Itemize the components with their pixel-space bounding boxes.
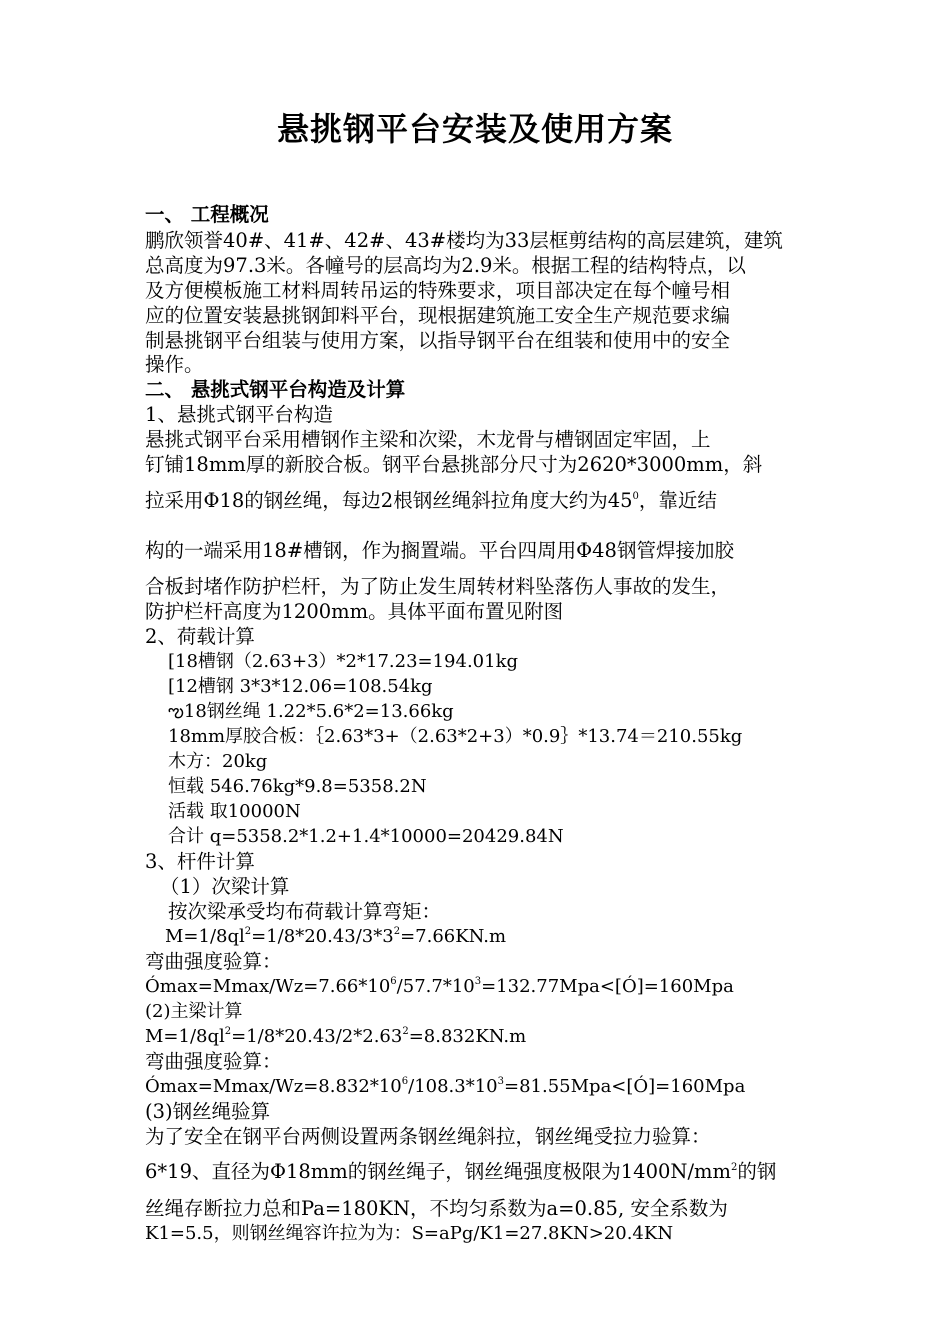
text-run: ，靠近结 — [638, 489, 717, 512]
superscript: 3 — [474, 976, 482, 987]
formula-line — [145, 1074, 745, 1099]
paragraph-line: 应的位置安装悬挑钢卸料平台，现根据建筑施工安全生产规范要求编 — [145, 304, 731, 327]
superscript: 6 — [390, 976, 397, 987]
superscript: 2 — [224, 1026, 232, 1037]
subsection-heading: 2、荷载计算 — [145, 625, 255, 648]
superscript: 2 — [393, 926, 401, 937]
formula-line — [145, 974, 734, 999]
paragraph-line: 合板封堵作防护栏杆，为了防止发生周转材料坠落伤人事故的发生， — [145, 575, 731, 598]
paragraph-line — [145, 1159, 776, 1184]
paragraph-line: 制悬挑钢平台组装与使用方案，以指导钢平台在组装和使用中的安全 — [145, 329, 731, 352]
load-item: ఌ18钢丝绳 1.22*5.6*2=13.66kg — [168, 701, 454, 722]
paragraph-line — [145, 488, 717, 513]
text-run: =81.55Mpa<[Ó]=160Mpa — [504, 1076, 746, 1097]
superscript: 3 — [497, 1076, 504, 1087]
superscript: 2 — [731, 1162, 738, 1173]
load-item: [18槽钢（2.63+3）*2*17.23=194.01kg — [168, 651, 519, 672]
formula-line — [165, 924, 506, 949]
load-item: [12槽钢 3*3*12.06=108.54kg — [168, 676, 433, 697]
text-run: =1/8*20.43/3*3 — [251, 926, 394, 947]
text-run: 的钢 — [737, 1160, 777, 1183]
load-item: 活载 取10000N — [168, 801, 301, 822]
paragraph-line: 悬挑式钢平台采用槽钢作主梁和次梁，木龙骨与槽钢固定牢固，上 — [145, 428, 711, 451]
text-run: M=1/8ql — [165, 926, 245, 947]
text-run: =7.66KN.m — [400, 926, 507, 947]
formula-line — [145, 1024, 526, 1049]
paragraph-line: 为了安全在钢平台两侧设置两条钢丝绳斜拉，钢丝绳受拉力验算： — [145, 1125, 711, 1148]
paragraph-line: 构的一端采用18#槽钢，作为搁置端。平台四周用Φ48钢管焊接加胶 — [145, 539, 734, 562]
calc-line: 弯曲强度验算： — [145, 1050, 282, 1073]
superscript: 2 — [402, 1026, 409, 1037]
text-run: =132.77Mpa<[Ó]=160Mpa — [481, 976, 734, 997]
paragraph-line: 鹏欣领誉40#、41#、42#、43#楼均为33层框剪结构的高层建筑，建筑 — [145, 229, 783, 252]
paragraph-line: 钉铺18mm厚的新胶合板。钢平台悬挑部分尺寸为2620*3000mm，斜 — [145, 453, 763, 476]
text-run: /108.3*10 — [408, 1076, 498, 1097]
text-run: M=1/8ql — [145, 1026, 225, 1047]
calc-heading: (3)钢丝绳验算 — [145, 1100, 271, 1123]
load-item: 合计 q=5358.2*1.2+1.4*10000=20429.84N — [168, 826, 564, 847]
text-run: 6*19、直径为Φ18mm的钢丝绳子，钢丝绳强度极限为1400N/mm — [145, 1160, 731, 1183]
paragraph-line: 操作。 — [145, 353, 204, 376]
superscript: 2 — [244, 926, 252, 937]
load-item: 恒载 546.76kg*9.8=5358.2N — [168, 776, 427, 797]
calc-line: 弯曲强度验算： — [145, 950, 282, 973]
text-run: Ómax=Mmax/Wz=8.832*10 — [145, 1076, 402, 1097]
paragraph-line: 总高度为97.3米。各幢号的层高均为2.9米。根据工程的结构特点，以 — [145, 254, 746, 277]
superscript: 6 — [401, 1076, 409, 1087]
text-run: =1/8*20.43/2*2.63 — [231, 1026, 403, 1047]
calc-heading: （1）次梁计算 — [160, 875, 290, 898]
load-item: 木方：20kg — [168, 751, 268, 772]
calc-line: 按次梁承受均布荷载计算弯矩： — [168, 900, 442, 923]
text-run: Ómax=Mmax/Wz=7.66*10 — [145, 976, 391, 997]
section-1-heading: 一、 工程概况 — [145, 203, 269, 226]
section-2-heading: 二、 悬挑式钢平台构造及计算 — [145, 378, 406, 401]
paragraph-line: 及方便模板施工材料周转吊运的特殊要求，项目部决定在每个幢号相 — [145, 279, 731, 302]
load-item: 18mm厚胶合板：｛2.63*3+（2.63*2+3）*0.9｝*13.74＝210.55kg — [168, 726, 743, 747]
document-title: 悬挑钢平台安装及使用方案 — [276, 110, 673, 148]
paragraph-line: 防护栏杆高度为1200mm。具体平面布置见附图 — [145, 600, 564, 623]
paragraph-line: 丝绳存断拉力总和Pa=180KN，不均匀系数为a=0.85, 安全系数为 — [145, 1197, 728, 1220]
text-run: /57.7*10 — [396, 976, 475, 997]
subsection-heading: 1、悬挑式钢平台构造 — [145, 403, 333, 426]
degree-superscript: 0 — [632, 491, 639, 502]
calc-heading: (2)主梁计算 — [145, 1001, 243, 1022]
subsection-heading: 3、杆件计算 — [145, 850, 255, 873]
text-run: 拉采用Φ18的钢丝绳，每边2根钢丝绳斜拉角度大约为45 — [145, 489, 633, 512]
text-run: =8.832KN.m — [408, 1026, 527, 1047]
paragraph-line: K1=5.5，则钢丝绳容许拉为为：S=aPg/K1=27.8KN>20.4KN — [145, 1223, 674, 1244]
